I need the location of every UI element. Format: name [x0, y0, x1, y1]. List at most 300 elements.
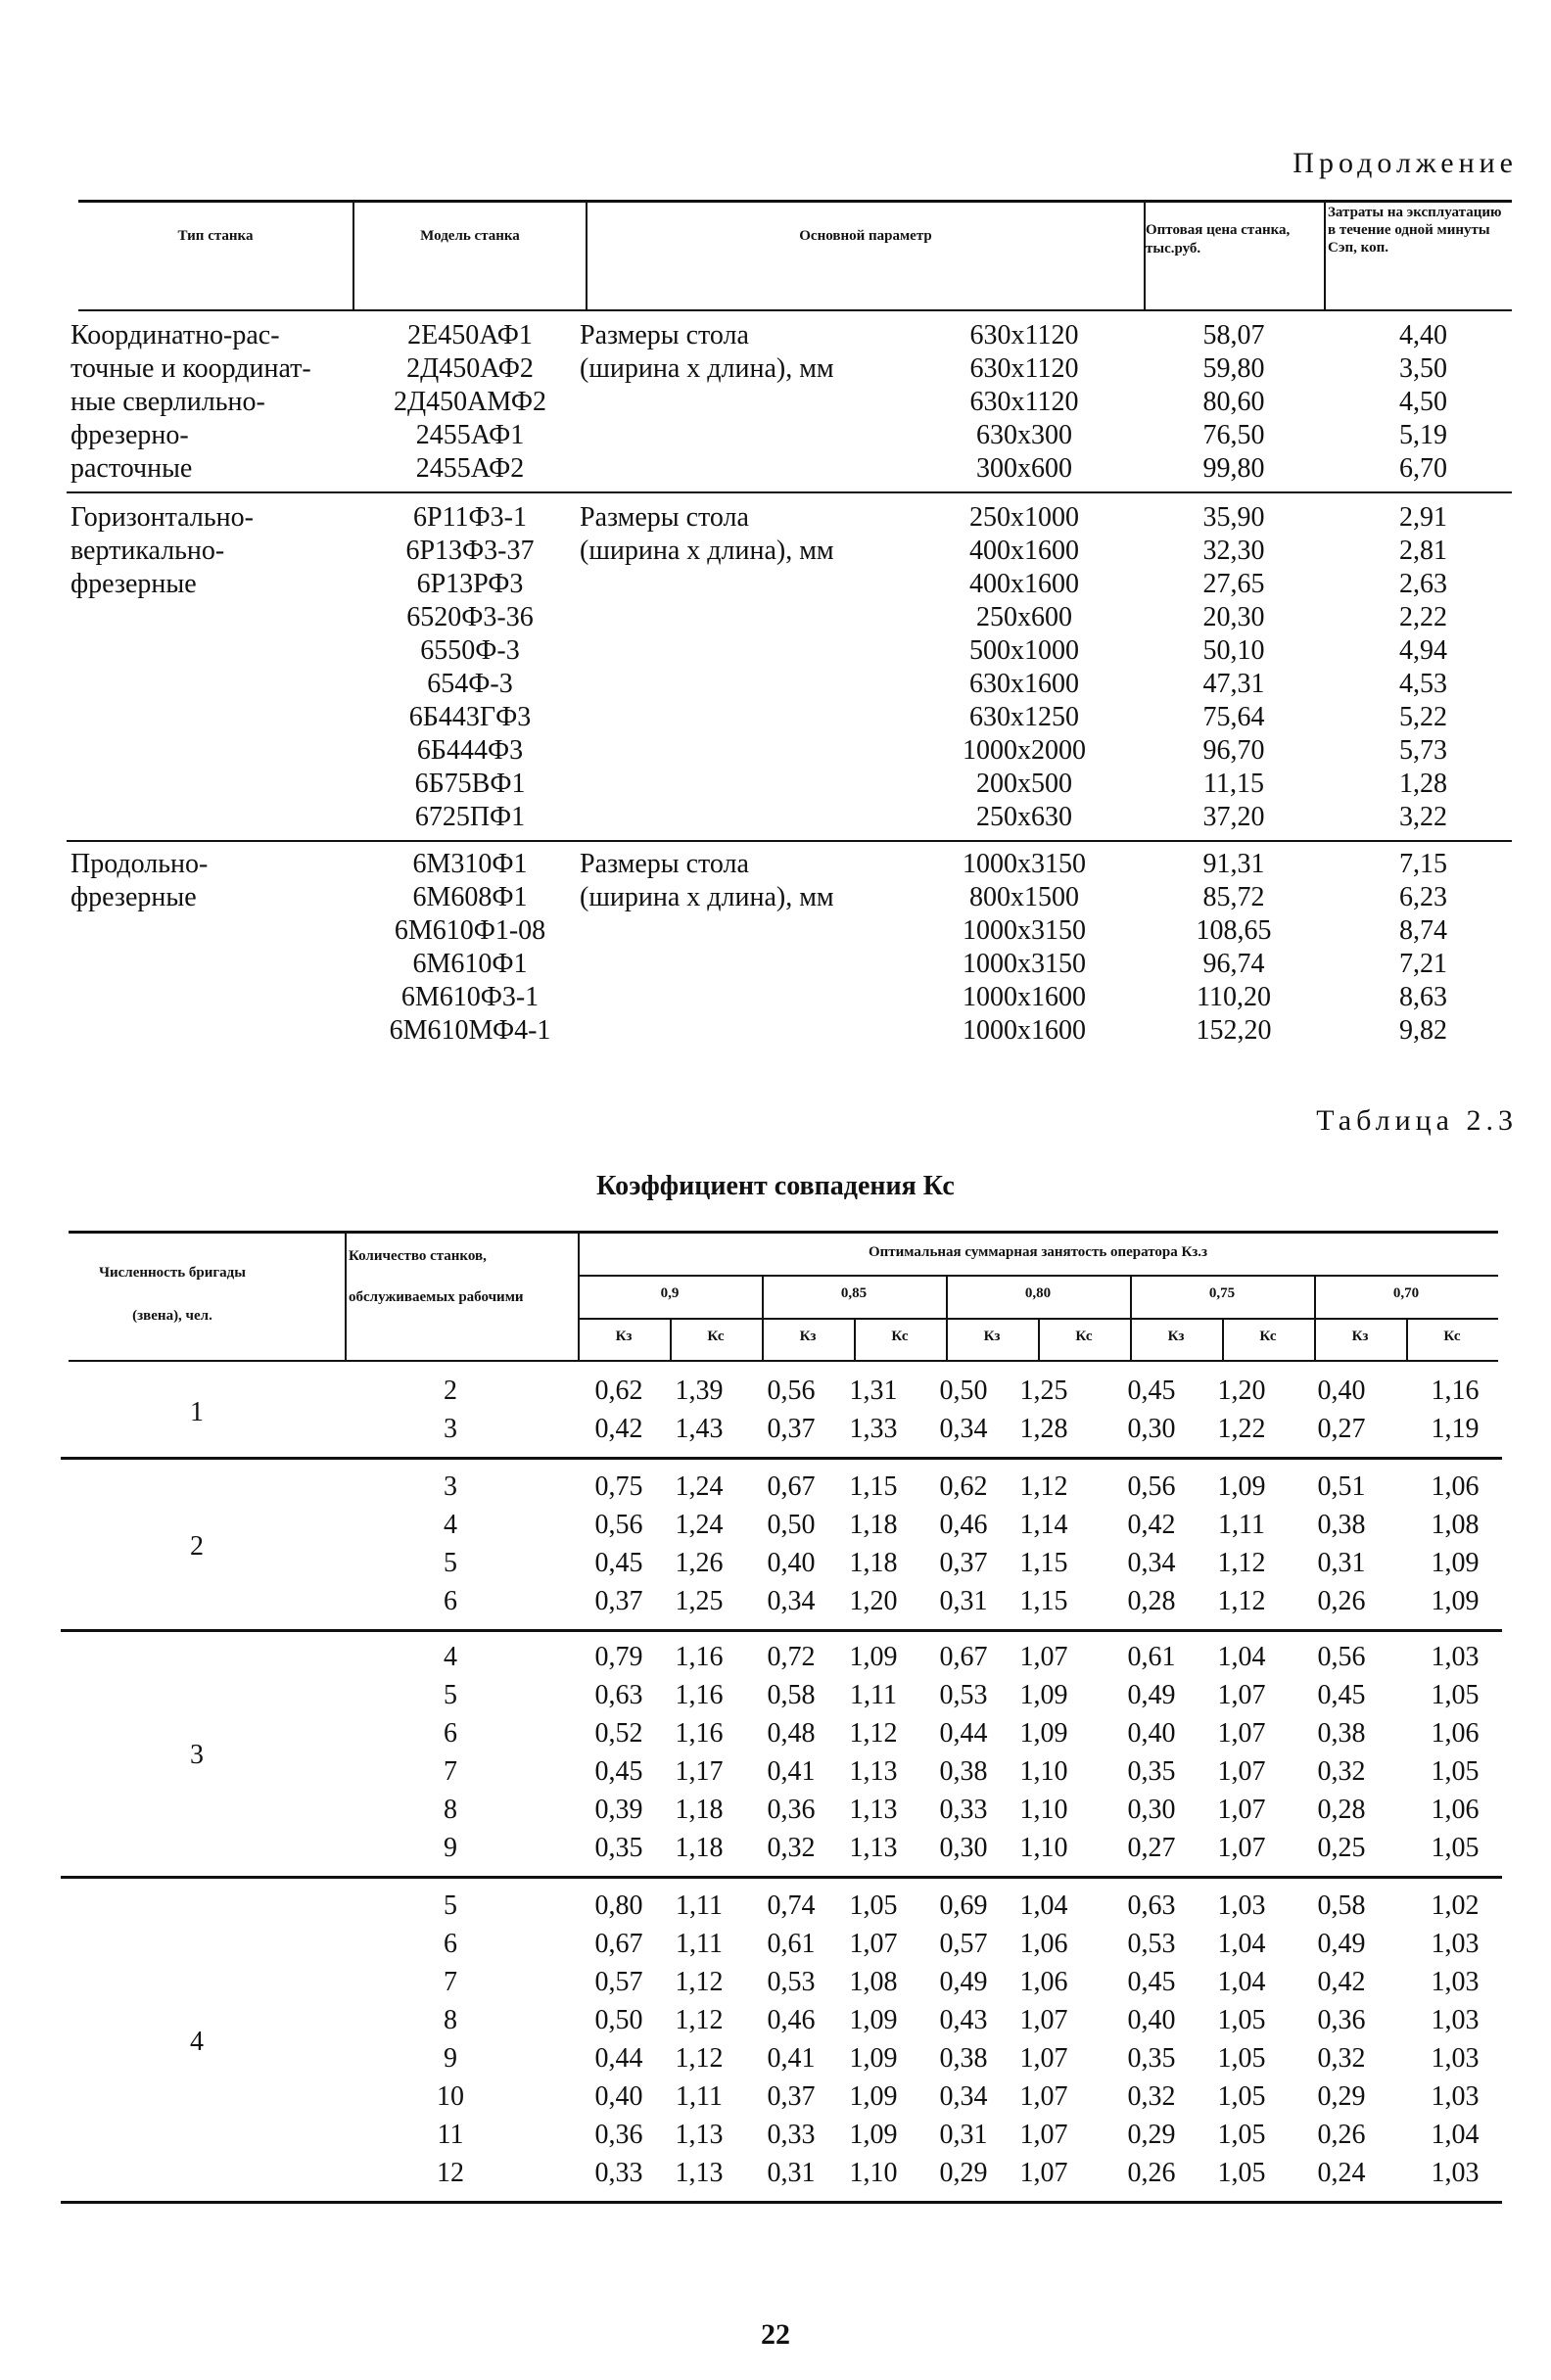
machine-model: 6М610МФ4-1	[389, 1015, 551, 1046]
kc-value: 1,10	[1019, 1833, 1068, 1863]
machine-count: 7	[444, 1756, 457, 1787]
kc-value: 1,13	[849, 1833, 898, 1863]
kz-value: 0,34	[939, 1414, 988, 1444]
kc-value: 1,24	[675, 1471, 724, 1502]
kz-value: 0,31	[1317, 1548, 1366, 1578]
machine-model: 6Р11Ф3-1	[413, 502, 527, 533]
kc-value: 1,24	[675, 1510, 724, 1540]
operating-cost: 2,81	[1399, 536, 1447, 566]
kc-value: 1,13	[675, 2158, 724, 2188]
crew-size: 3	[190, 1740, 204, 1770]
kc-value: 1,13	[675, 2120, 724, 2150]
kc-value: 1,20	[849, 1586, 898, 1616]
parameter-line: (ширина х длина), мм	[580, 353, 834, 384]
kz-value: 0,63	[1127, 1890, 1176, 1921]
kz-value: 0,35	[1127, 1756, 1176, 1787]
operating-cost: 8,74	[1399, 915, 1447, 946]
level-separator	[762, 1275, 764, 1360]
kc-value: 1,03	[1431, 2005, 1480, 2035]
kc-value: 1,11	[676, 1890, 723, 1921]
kz-value: 0,45	[594, 1756, 643, 1787]
machine-model: 6Р13РФ3	[416, 569, 524, 599]
kz-value: 0,36	[767, 1795, 816, 1825]
kz-value: 0,38	[939, 1756, 988, 1787]
kc-label: Кс	[1443, 1329, 1461, 1344]
kz-value: 0,35	[594, 1833, 643, 1863]
level-separator	[946, 1275, 948, 1360]
kz-value: 0,62	[939, 1471, 988, 1502]
kz-value: 0,69	[939, 1890, 988, 1921]
parameter-line: Размеры стола	[580, 320, 749, 350]
kc-value: 1,28	[1019, 1414, 1068, 1444]
kc-value: 1,02	[1431, 1890, 1480, 1921]
operating-cost: 6,23	[1399, 882, 1447, 912]
wholesale-price: 75,64	[1202, 702, 1265, 732]
kz-label: Кз	[615, 1329, 633, 1344]
crew-size: 1	[190, 1397, 204, 1427]
kc-value: 1,05	[1431, 1680, 1480, 1710]
wholesale-price: 76,50	[1202, 420, 1265, 450]
table-size: 630х1120	[969, 320, 1079, 350]
kc-value: 1,16	[675, 1642, 724, 1672]
kc-value: 1,16	[675, 1680, 724, 1710]
group-divider	[61, 2201, 1502, 2204]
crew-size: 2	[190, 1531, 204, 1562]
page-number: 22	[761, 2318, 790, 2351]
operating-cost: 2,63	[1399, 569, 1447, 599]
machine-count: 5	[444, 1548, 457, 1578]
kc-value: 1,16	[675, 1718, 724, 1749]
kc-value: 1,22	[1217, 1414, 1266, 1444]
kc-value: 1,03	[1217, 1890, 1266, 1921]
kc-value: 1,08	[849, 1967, 898, 1997]
machine-type-line: Горизонтально-	[70, 502, 254, 533]
machine-model: 6Б443ГФ3	[408, 702, 532, 732]
machine-model: 2Е450АФ1	[407, 320, 533, 350]
kz-value: 0,67	[939, 1642, 988, 1672]
kz-value: 0,43	[939, 2005, 988, 2035]
kc-value: 1,19	[1431, 1414, 1480, 1444]
kz-value: 0,45	[1127, 1967, 1176, 1997]
kz-value: 0,72	[767, 1642, 816, 1672]
group-divider	[67, 491, 1512, 493]
kz-value: 0,67	[594, 1929, 643, 1959]
kc-value: 1,09	[849, 2043, 898, 2074]
machine-model: 6М608Ф1	[412, 882, 528, 912]
wholesale-price: 20,30	[1202, 602, 1265, 632]
kc-value: 1,03	[1431, 1642, 1480, 1672]
machine-count: 5	[444, 1680, 457, 1710]
machine-model: 2Д450АМФ2	[394, 387, 546, 417]
kz-value: 0,56	[767, 1376, 816, 1406]
kz-value: 0,26	[1317, 2120, 1366, 2150]
kz-value: 0,28	[1127, 1586, 1176, 1616]
kz-value: 0,79	[594, 1642, 643, 1672]
kc-value: 1,03	[1431, 2081, 1480, 2112]
wholesale-price: 58,07	[1202, 320, 1265, 350]
machine-count: 7	[444, 1967, 457, 1997]
machine-model: 2455АФ1	[415, 420, 525, 450]
kz-value: 0,61	[1127, 1642, 1176, 1672]
kz-value: 0,25	[1317, 1833, 1366, 1863]
kc-value: 1,07	[849, 1929, 898, 1959]
kc-value: 1,07	[1217, 1756, 1266, 1787]
kc-value: 1,12	[675, 2005, 724, 2035]
machine-model: 2Д450АФ2	[406, 353, 534, 384]
kz-value: 0,35	[1127, 2043, 1176, 2074]
machine-count: 4	[444, 1510, 457, 1540]
kz-value: 0,42	[1317, 1967, 1366, 1997]
kz-value: 0,56	[1317, 1642, 1366, 1672]
kc-value: 1,07	[1217, 1680, 1266, 1710]
wholesale-price: 96,74	[1202, 949, 1265, 979]
table-size: 1000х3150	[963, 915, 1086, 946]
kc-value: 1,05	[1217, 2043, 1266, 2074]
kz-value: 0,32	[1317, 2043, 1366, 2074]
kc-value: 1,09	[849, 2120, 898, 2150]
kz-value: 0,27	[1127, 1833, 1176, 1863]
kc-value: 1,07	[1019, 2005, 1068, 2035]
machine-model: 6550Ф-3	[420, 635, 520, 666]
kz-value: 0,40	[594, 2081, 643, 2112]
kz-value: 0,48	[767, 1718, 816, 1749]
kc-value: 1,18	[849, 1548, 898, 1578]
kz-value: 0,40	[1127, 2005, 1176, 2035]
kz-value: 0,29	[1127, 2120, 1176, 2150]
kz-label: Кз	[799, 1329, 817, 1344]
kc-value: 1,04	[1431, 2120, 1480, 2150]
operating-cost: 3,22	[1399, 802, 1447, 832]
kz-value: 0,46	[767, 2005, 816, 2035]
kz-value: 0,74	[767, 1890, 816, 1921]
kz-value: 0,42	[1127, 1510, 1176, 1540]
kc-value: 1,03	[1431, 2158, 1480, 2188]
kz-value: 0,49	[1127, 1680, 1176, 1710]
kc-value: 1,14	[1019, 1510, 1068, 1540]
kz-value: 0,37	[594, 1586, 643, 1616]
kz-value: 0,33	[594, 2158, 643, 2188]
kz-kc-separator	[1222, 1320, 1224, 1360]
kz-kc-separator	[1038, 1320, 1040, 1360]
kz-value: 0,37	[767, 2081, 816, 2112]
wholesale-price: 37,20	[1202, 802, 1265, 832]
operating-cost: 7,21	[1399, 949, 1447, 979]
kc-value: 1,15	[849, 1471, 898, 1502]
kc-value: 1,07	[1217, 1718, 1266, 1749]
kz-value: 0,45	[1127, 1376, 1176, 1406]
kc-value: 1,33	[849, 1414, 898, 1444]
parameter-line: (ширина х длина), мм	[580, 882, 834, 912]
kc-value: 1,13	[849, 1795, 898, 1825]
kz-label: Кз	[983, 1329, 1001, 1344]
kz-value: 0,44	[939, 1718, 988, 1749]
kc-value: 1,11	[1218, 1510, 1265, 1540]
kc-value: 1,06	[1431, 1471, 1480, 1502]
kc-label: Кс	[1259, 1329, 1277, 1344]
kz-kc-separator	[854, 1320, 856, 1360]
kc-value: 1,07	[1019, 2158, 1068, 2188]
wholesale-price: 11,15	[1203, 769, 1264, 799]
machine-model: 6Р13Ф3-37	[405, 536, 535, 566]
kc-value: 1,25	[675, 1586, 724, 1616]
kc-value: 1,10	[1019, 1795, 1068, 1825]
table-size: 630х1250	[969, 702, 1079, 732]
kc-label: Кс	[891, 1329, 909, 1344]
kc-value: 1,07	[1019, 1642, 1068, 1672]
kz-value: 0,31	[939, 2120, 988, 2150]
operating-cost: 4,53	[1399, 669, 1447, 699]
kz-value: 0,53	[1127, 1929, 1176, 1959]
header-main-parameter: Основной параметр	[799, 228, 932, 244]
load-level: 0,75	[1208, 1285, 1236, 1301]
kz-value: 0,36	[1317, 2005, 1366, 2035]
operating-cost: 1,28	[1399, 769, 1447, 799]
machine-model: 6М610Ф1-08	[394, 915, 546, 946]
kc-value: 1,17	[675, 1756, 724, 1787]
wholesale-price: 96,70	[1202, 735, 1265, 766]
operating-cost: 2,22	[1399, 602, 1447, 632]
machine-model: 6М310Ф1	[412, 849, 528, 879]
group-divider	[61, 1876, 1502, 1879]
kz-value: 0,75	[594, 1471, 643, 1502]
kc-value: 1,06	[1431, 1795, 1480, 1825]
operating-cost: 4,50	[1399, 387, 1447, 417]
kz-value: 0,33	[939, 1795, 988, 1825]
group-divider	[67, 840, 1512, 842]
table-size: 1000х1600	[963, 982, 1086, 1012]
kc-value: 1,06	[1019, 1967, 1068, 1997]
header-machine-count: Количество станков, обслуживаемых рабочими	[349, 1248, 524, 1305]
kc-value: 1,18	[849, 1510, 898, 1540]
table-size: 630х1600	[969, 669, 1079, 699]
table-number: Таблица 2.3	[1316, 1104, 1518, 1137]
kc-value: 1,12	[849, 1718, 898, 1749]
kz-value: 0,44	[594, 2043, 643, 2074]
wholesale-price: 91,31	[1202, 849, 1265, 879]
kz-value: 0,45	[594, 1548, 643, 1578]
kc-value: 1,43	[675, 1414, 724, 1444]
table-title: Коэффициент совпадения Кс	[596, 1171, 955, 1201]
kz-value: 0,29	[1317, 2081, 1366, 2112]
kz-value: 0,62	[594, 1376, 643, 1406]
kz-value: 0,40	[1127, 1718, 1176, 1749]
kc-value: 1,20	[1217, 1376, 1266, 1406]
kz-value: 0,27	[1317, 1414, 1366, 1444]
operating-cost: 7,15	[1399, 849, 1447, 879]
kz-value: 0,30	[939, 1833, 988, 1863]
kc-value: 1,05	[849, 1890, 898, 1921]
header-crew-size: Численность бригады (звена), чел.	[99, 1265, 246, 1324]
kc-label: Кс	[707, 1329, 725, 1344]
machine-model: 6М610Ф1	[412, 949, 528, 979]
kz-label: Кз	[1351, 1329, 1369, 1344]
operating-cost: 5,19	[1399, 420, 1447, 450]
kz-value: 0,31	[767, 2158, 816, 2188]
kz-value: 0,58	[1317, 1890, 1366, 1921]
kz-value: 0,50	[767, 1510, 816, 1540]
operating-cost: 5,22	[1399, 702, 1447, 732]
kz-value: 0,51	[1317, 1471, 1366, 1502]
crew-size: 4	[190, 2027, 204, 2057]
parameter-line: Размеры стола	[580, 502, 749, 533]
table-size: 1000х3150	[963, 949, 1086, 979]
machine-count: 9	[444, 1833, 457, 1863]
table-size: 1000х1600	[963, 1015, 1086, 1046]
kc-value: 1,04	[1019, 1890, 1068, 1921]
kz-value: 0,58	[767, 1680, 816, 1710]
operating-cost: 6,70	[1399, 453, 1447, 484]
kc-value: 1,05	[1217, 2120, 1266, 2150]
kz-value: 0,38	[1317, 1718, 1366, 1749]
kz-value: 0,56	[594, 1510, 643, 1540]
kc-value: 1,13	[849, 1756, 898, 1787]
operating-cost: 4,40	[1399, 320, 1447, 350]
kc-value: 1,03	[1431, 1967, 1480, 1997]
machine-type-line: фрезерно-	[70, 420, 189, 450]
kz-value: 0,53	[939, 1680, 988, 1710]
kz-value: 0,26	[1317, 1586, 1366, 1616]
kc-value: 1,12	[1019, 1471, 1068, 1502]
wholesale-price: 27,65	[1202, 569, 1265, 599]
kz-kc-separator	[1406, 1320, 1408, 1360]
machine-model: 6Б75ВФ1	[414, 769, 526, 799]
machine-count: 2	[444, 1376, 457, 1406]
machine-count: 11	[437, 2120, 464, 2150]
wholesale-price: 108,65	[1196, 915, 1272, 946]
kc-value: 1,05	[1217, 2081, 1266, 2112]
kz-value: 0,45	[1317, 1680, 1366, 1710]
operating-cost: 4,94	[1399, 635, 1447, 666]
header-machine-model: Модель станка	[420, 228, 520, 244]
kc-value: 1,12	[675, 2043, 724, 2074]
load-level: 0,9	[660, 1285, 680, 1301]
operating-cost: 5,73	[1399, 735, 1447, 766]
kc-value: 1,09	[849, 2081, 898, 2112]
kc-value: 1,06	[1431, 1718, 1480, 1749]
kc-value: 1,03	[1431, 2043, 1480, 2074]
kz-value: 0,26	[1127, 2158, 1176, 2188]
kc-value: 1,09	[1431, 1586, 1480, 1616]
kc-value: 1,05	[1431, 1833, 1480, 1863]
kz-value: 0,24	[1317, 2158, 1366, 2188]
kz-value: 0,30	[1127, 1414, 1176, 1444]
kz-value: 0,39	[594, 1795, 643, 1825]
parameter-line: Размеры стола	[580, 849, 749, 879]
kc-value: 1,07	[1019, 2120, 1068, 2150]
machine-count: 5	[444, 1890, 457, 1921]
kz-value: 0,34	[939, 2081, 988, 2112]
kc-value: 1,39	[675, 1376, 724, 1406]
table-size: 400х1600	[969, 569, 1079, 599]
wholesale-price: 32,30	[1202, 536, 1265, 566]
kc-value: 1,25	[1019, 1376, 1068, 1406]
wholesale-price: 110,20	[1197, 982, 1271, 1012]
kc-value: 1,12	[1217, 1548, 1266, 1578]
kc-value: 1,08	[1431, 1510, 1480, 1540]
machine-model: 6М610Ф3-1	[400, 982, 540, 1012]
kc-value: 1,05	[1217, 2158, 1266, 2188]
kc-value: 1,05	[1431, 1756, 1480, 1787]
kc-value: 1,09	[849, 1642, 898, 1672]
machine-type-line: фрезерные	[70, 882, 197, 912]
kc-value: 1,18	[675, 1795, 724, 1825]
kz-value: 0,56	[1127, 1471, 1176, 1502]
machine-count: 8	[444, 1795, 457, 1825]
continuation-label: Продолжение	[1292, 147, 1518, 179]
header-wholesale-price: Оптовая цена станка, тыс.руб.	[1146, 222, 1291, 257]
kz-value: 0,57	[939, 1929, 988, 1959]
table-size: 300х600	[976, 453, 1072, 484]
kc-value: 1,09	[849, 2005, 898, 2035]
kz-value: 0,29	[939, 2158, 988, 2188]
load-level: 0,80	[1024, 1285, 1052, 1301]
kz-value: 0,67	[767, 1471, 816, 1502]
table-size: 200х500	[976, 769, 1072, 799]
wholesale-price: 35,90	[1202, 502, 1265, 533]
machine-model: 6725ПФ1	[414, 802, 526, 832]
machine-type-line: ные сверлильно-	[70, 387, 265, 417]
kc-value: 1,16	[1431, 1376, 1480, 1406]
kz-value: 0,61	[767, 1929, 816, 1959]
machine-count: 3	[444, 1471, 457, 1502]
machine-type-line: Продольно-	[70, 849, 209, 879]
wholesale-price: 80,60	[1202, 387, 1265, 417]
operating-cost: 3,50	[1399, 353, 1447, 384]
table-size: 1000х2000	[963, 735, 1086, 766]
kz-value: 0,53	[767, 1967, 816, 1997]
kz-value: 0,41	[767, 2043, 816, 2074]
wholesale-price: 152,20	[1196, 1015, 1272, 1046]
group-divider	[61, 1457, 1502, 1460]
machine-count: 8	[444, 2005, 457, 2035]
kc-value: 1,11	[676, 2081, 723, 2112]
machine-model: 6520Ф3-36	[406, 602, 534, 632]
operating-cost: 8,63	[1399, 982, 1447, 1012]
wholesale-price: 85,72	[1202, 882, 1265, 912]
kc-value: 1,10	[1019, 1756, 1068, 1787]
kc-value: 1,07	[1019, 2043, 1068, 2074]
machine-model: 6Б444Ф3	[416, 735, 524, 766]
kz-value: 0,33	[767, 2120, 816, 2150]
kz-value: 0,32	[1127, 2081, 1176, 2112]
kz-value: 0,37	[767, 1414, 816, 1444]
kz-value: 0,37	[939, 1548, 988, 1578]
kz-value: 0,52	[594, 1718, 643, 1749]
kc-value: 1,07	[1217, 1833, 1266, 1863]
machine-model: 654Ф-3	[427, 669, 513, 699]
machine-count: 6	[444, 1929, 457, 1959]
machine-type-line: точные и координат-	[70, 353, 311, 384]
kz-value: 0,34	[1127, 1548, 1176, 1578]
table-size: 250х600	[976, 602, 1072, 632]
kz-value: 0,40	[767, 1548, 816, 1578]
kz-value: 0,49	[939, 1967, 988, 1997]
table-size: 630х1120	[969, 353, 1079, 384]
machine-type-line: расточные	[70, 453, 193, 484]
kc-value: 1,12	[675, 1967, 724, 1997]
wholesale-price: 59,80	[1202, 353, 1265, 384]
kz-value: 0,42	[594, 1414, 643, 1444]
kc-value: 1,03	[1431, 1929, 1480, 1959]
table-size: 630х1120	[969, 387, 1079, 417]
kz-value: 0,41	[767, 1756, 816, 1787]
parameter-line: (ширина х длина), мм	[580, 536, 834, 566]
kz-value: 0,38	[1317, 1510, 1366, 1540]
machine-count: 6	[444, 1586, 457, 1616]
kz-value: 0,46	[939, 1510, 988, 1540]
kc-value: 1,15	[1019, 1586, 1068, 1616]
kc-value: 1,07	[1019, 2081, 1068, 2112]
